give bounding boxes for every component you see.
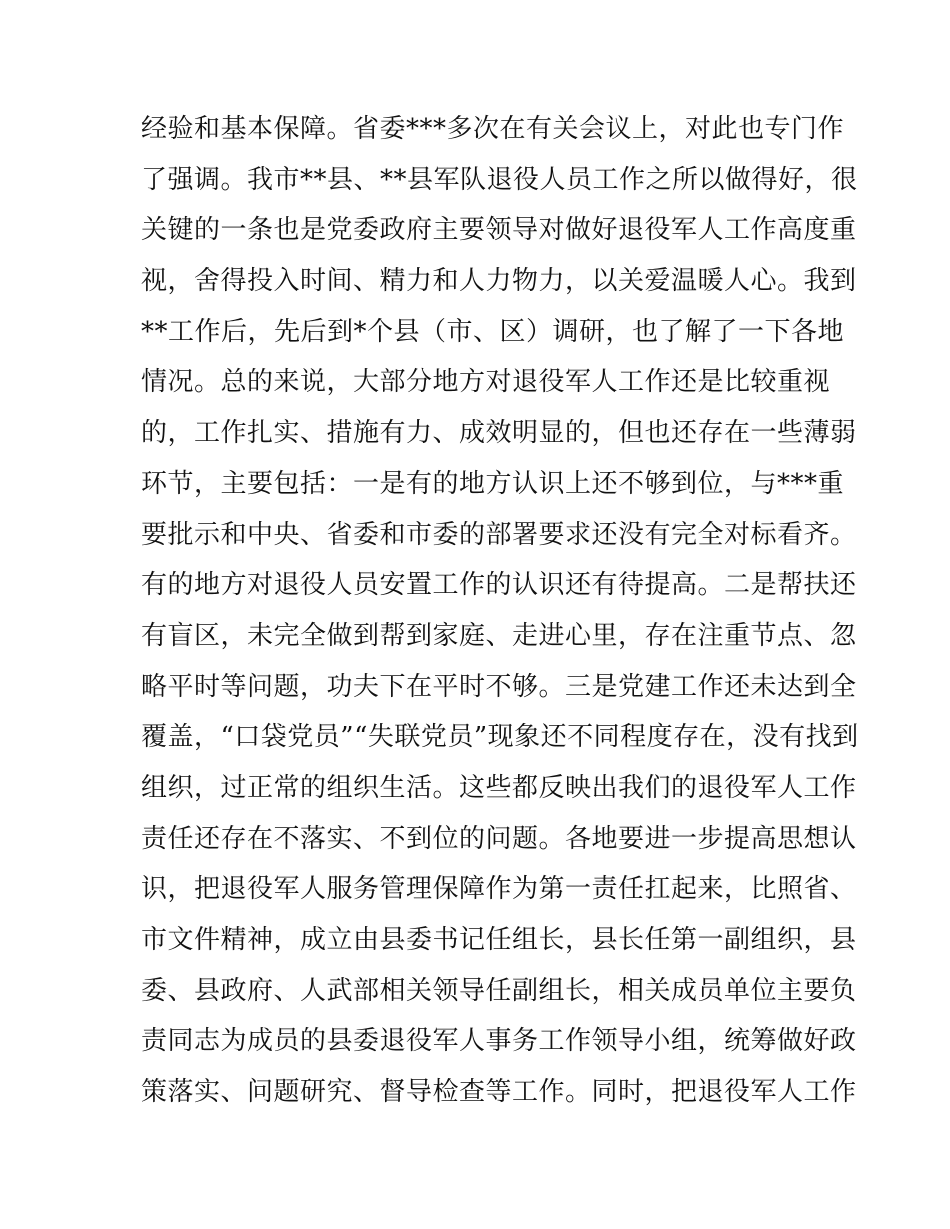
text-line-10: 有的地方对退役人员安置工作的认识还有待提高。二是帮扶还	[141, 570, 857, 601]
text-line-19: 责同志为成员的县委退役军人事务工作领导小组，统筹做好政	[141, 1026, 857, 1057]
text-line-1: 经验和基本保障。省委***多次在有关会议上，对此也专门作	[141, 114, 845, 144]
text-line-7: 的，工作扎实、措施有力、成效明显的，但也还存在一些薄弱	[141, 418, 857, 449]
text-line-8: 环节，主要包括：一是有的地方认识上还不够到位，与***重	[141, 468, 845, 499]
text-line-4: 视，舍得投入时间、精力和人力物力，以关爱温暖人心。我到	[141, 266, 857, 297]
text-line-20: 策落实、问题研究、督导检查等工作。同时，把退役军人工作	[141, 1077, 857, 1108]
text-line-13: 覆盖，“口袋党员”“失联党员”现象还不同程度存在，没有找到	[141, 722, 859, 753]
text-line-17: 市文件精神，成立由县委书记任组长，县长任第一副组织，县	[141, 925, 857, 955]
text-line-11: 有盲区，未完全做到帮到家庭、走进心里，存在注重节点、忽	[141, 620, 857, 651]
text-line-3: 关键的一条也是党委政府主要领导对做好退役军人工作高度重	[141, 215, 857, 246]
text-line-16: 识，把退役军人服务管理保障作为第一责任扛起来，比照省、	[141, 874, 857, 905]
text-line-2: 了强调。我市**县、**县军队退役人员工作之所以做得好，很	[141, 164, 858, 195]
text-line-6: 情况。总的来说，大部分地方对退役军人工作还是比较重视	[141, 367, 831, 398]
text-line-18: 委、县政府、人武部相关领导任副组长，相关成员单位主要负	[141, 975, 857, 1006]
text-line-5: **工作后，先后到*个县（市、区）调研，也了解了一下各地	[141, 316, 845, 347]
text-line-9: 要批示和中央、省委和市委的部署要求还没有完全对标看齐。	[141, 519, 857, 550]
body-text	[141, 104, 859, 1118]
text-line-14: 组织，过正常的组织生活。这些都反映出我们的退役军人工作	[141, 772, 857, 803]
text-line-12: 略平时等问题，功夫下在平时不够。三是党建工作还未达到全	[141, 671, 857, 702]
text-line-15: 责任还存在不落实、不到位的问题。各地要进一步提高思想认	[141, 823, 857, 854]
